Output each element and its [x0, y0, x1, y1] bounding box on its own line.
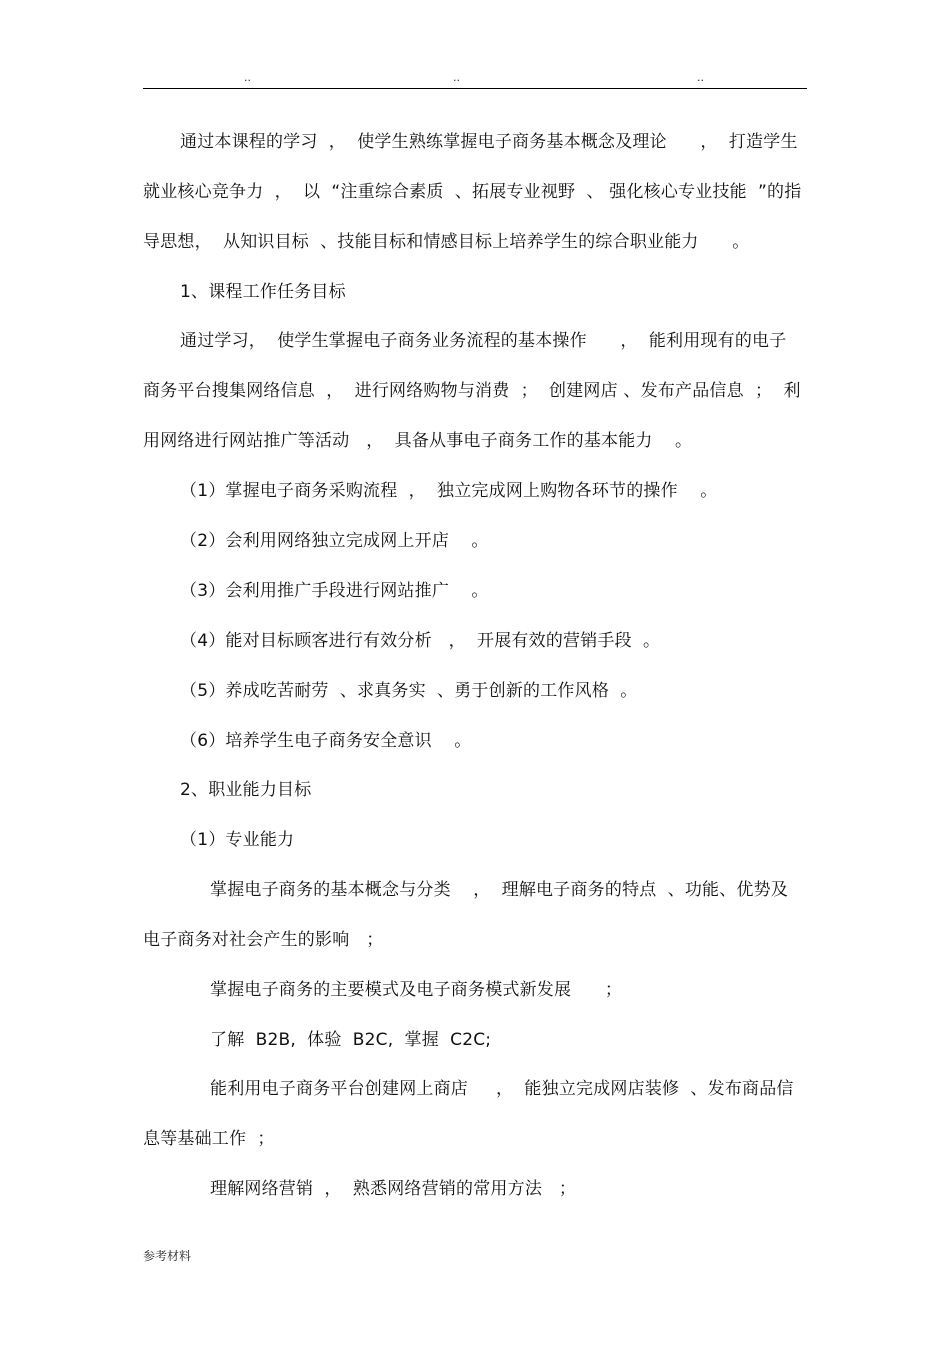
list-item: （2）会利用网络独立完成网上开店 。: [180, 531, 489, 551]
paragraph-line: 电子商务对社会产生的影响 ；: [143, 930, 384, 950]
paragraph-line: 掌握电子商务的基本概念与分类 ， 理解电子商务的特点 、功能、优势及: [210, 880, 789, 900]
list-item: （6）培养学生电子商务安全意识 。: [180, 731, 472, 751]
paragraph-line: 理解网络营销 ， 熟悉网络营销的常用方法 ；: [210, 1179, 577, 1199]
paragraph-line: 就业核心竞争力 ， 以 “注重综合素质 、拓展专业视野 、 强化核心专业技能 ”的指: [143, 182, 802, 202]
paragraph-line: 导思想， 从知识目标 、技能目标和情感目标上培养学生的综合职业能力 。: [143, 232, 750, 252]
paragraph-line: 能利用电子商务平台创建网上商店 ， 能独立完成网店装修 、发布商品信: [210, 1079, 794, 1099]
paragraph-line: 通过本课程的学习 ， 使学生熟练掌握电子商务基本概念及理论 ， 打造学生: [180, 132, 798, 152]
list-item: （3）会利用推广手段进行网站推广 。: [180, 581, 489, 601]
list-item: （5）养成吃苦耐劳 、求真务实 、勇于创新的工作风格 。: [180, 681, 638, 701]
paragraph-line: 了解 B2B, 体验 B2C, 掌握 C2C;: [210, 1030, 492, 1050]
paragraph-line: 商务平台搜集网络信息 ， 进行网络购物与消费 ； 创建网店 、发布产品信息 ； 利: [143, 381, 801, 401]
section-heading: 1、课程工作任务目标: [180, 282, 346, 302]
paragraph-line: 息等基础工作 ；: [143, 1129, 275, 1149]
header-mark-right: ..: [697, 71, 704, 84]
list-item: （4）能对目标顾客进行有效分析 ， 开展有效的营销手段 。: [180, 631, 661, 651]
header-mark-center: ..: [453, 71, 460, 84]
paragraph-line: 掌握电子商务的主要模式及电子商务模式新发展 ；: [210, 980, 623, 1000]
paragraph-line: 通过学习， 使学生掌握电子商务业务流程的基本操作 ， 能利用现有的电子: [180, 331, 787, 351]
list-item: （1）掌握电子商务采购流程 ， 独立完成网上购物各环节的操作 。: [180, 481, 718, 501]
page-footer: 参考材料: [143, 1249, 192, 1263]
section-heading: 2、职业能力目标: [180, 780, 312, 800]
subsection-heading: （1）专业能力: [180, 830, 295, 850]
paragraph-line: 用网络进行网站推广等活动 ， 具备从事电子商务工作的基本能力 。: [143, 431, 693, 451]
header-mark-left: ..: [244, 71, 251, 84]
header-rule: [143, 88, 807, 89]
